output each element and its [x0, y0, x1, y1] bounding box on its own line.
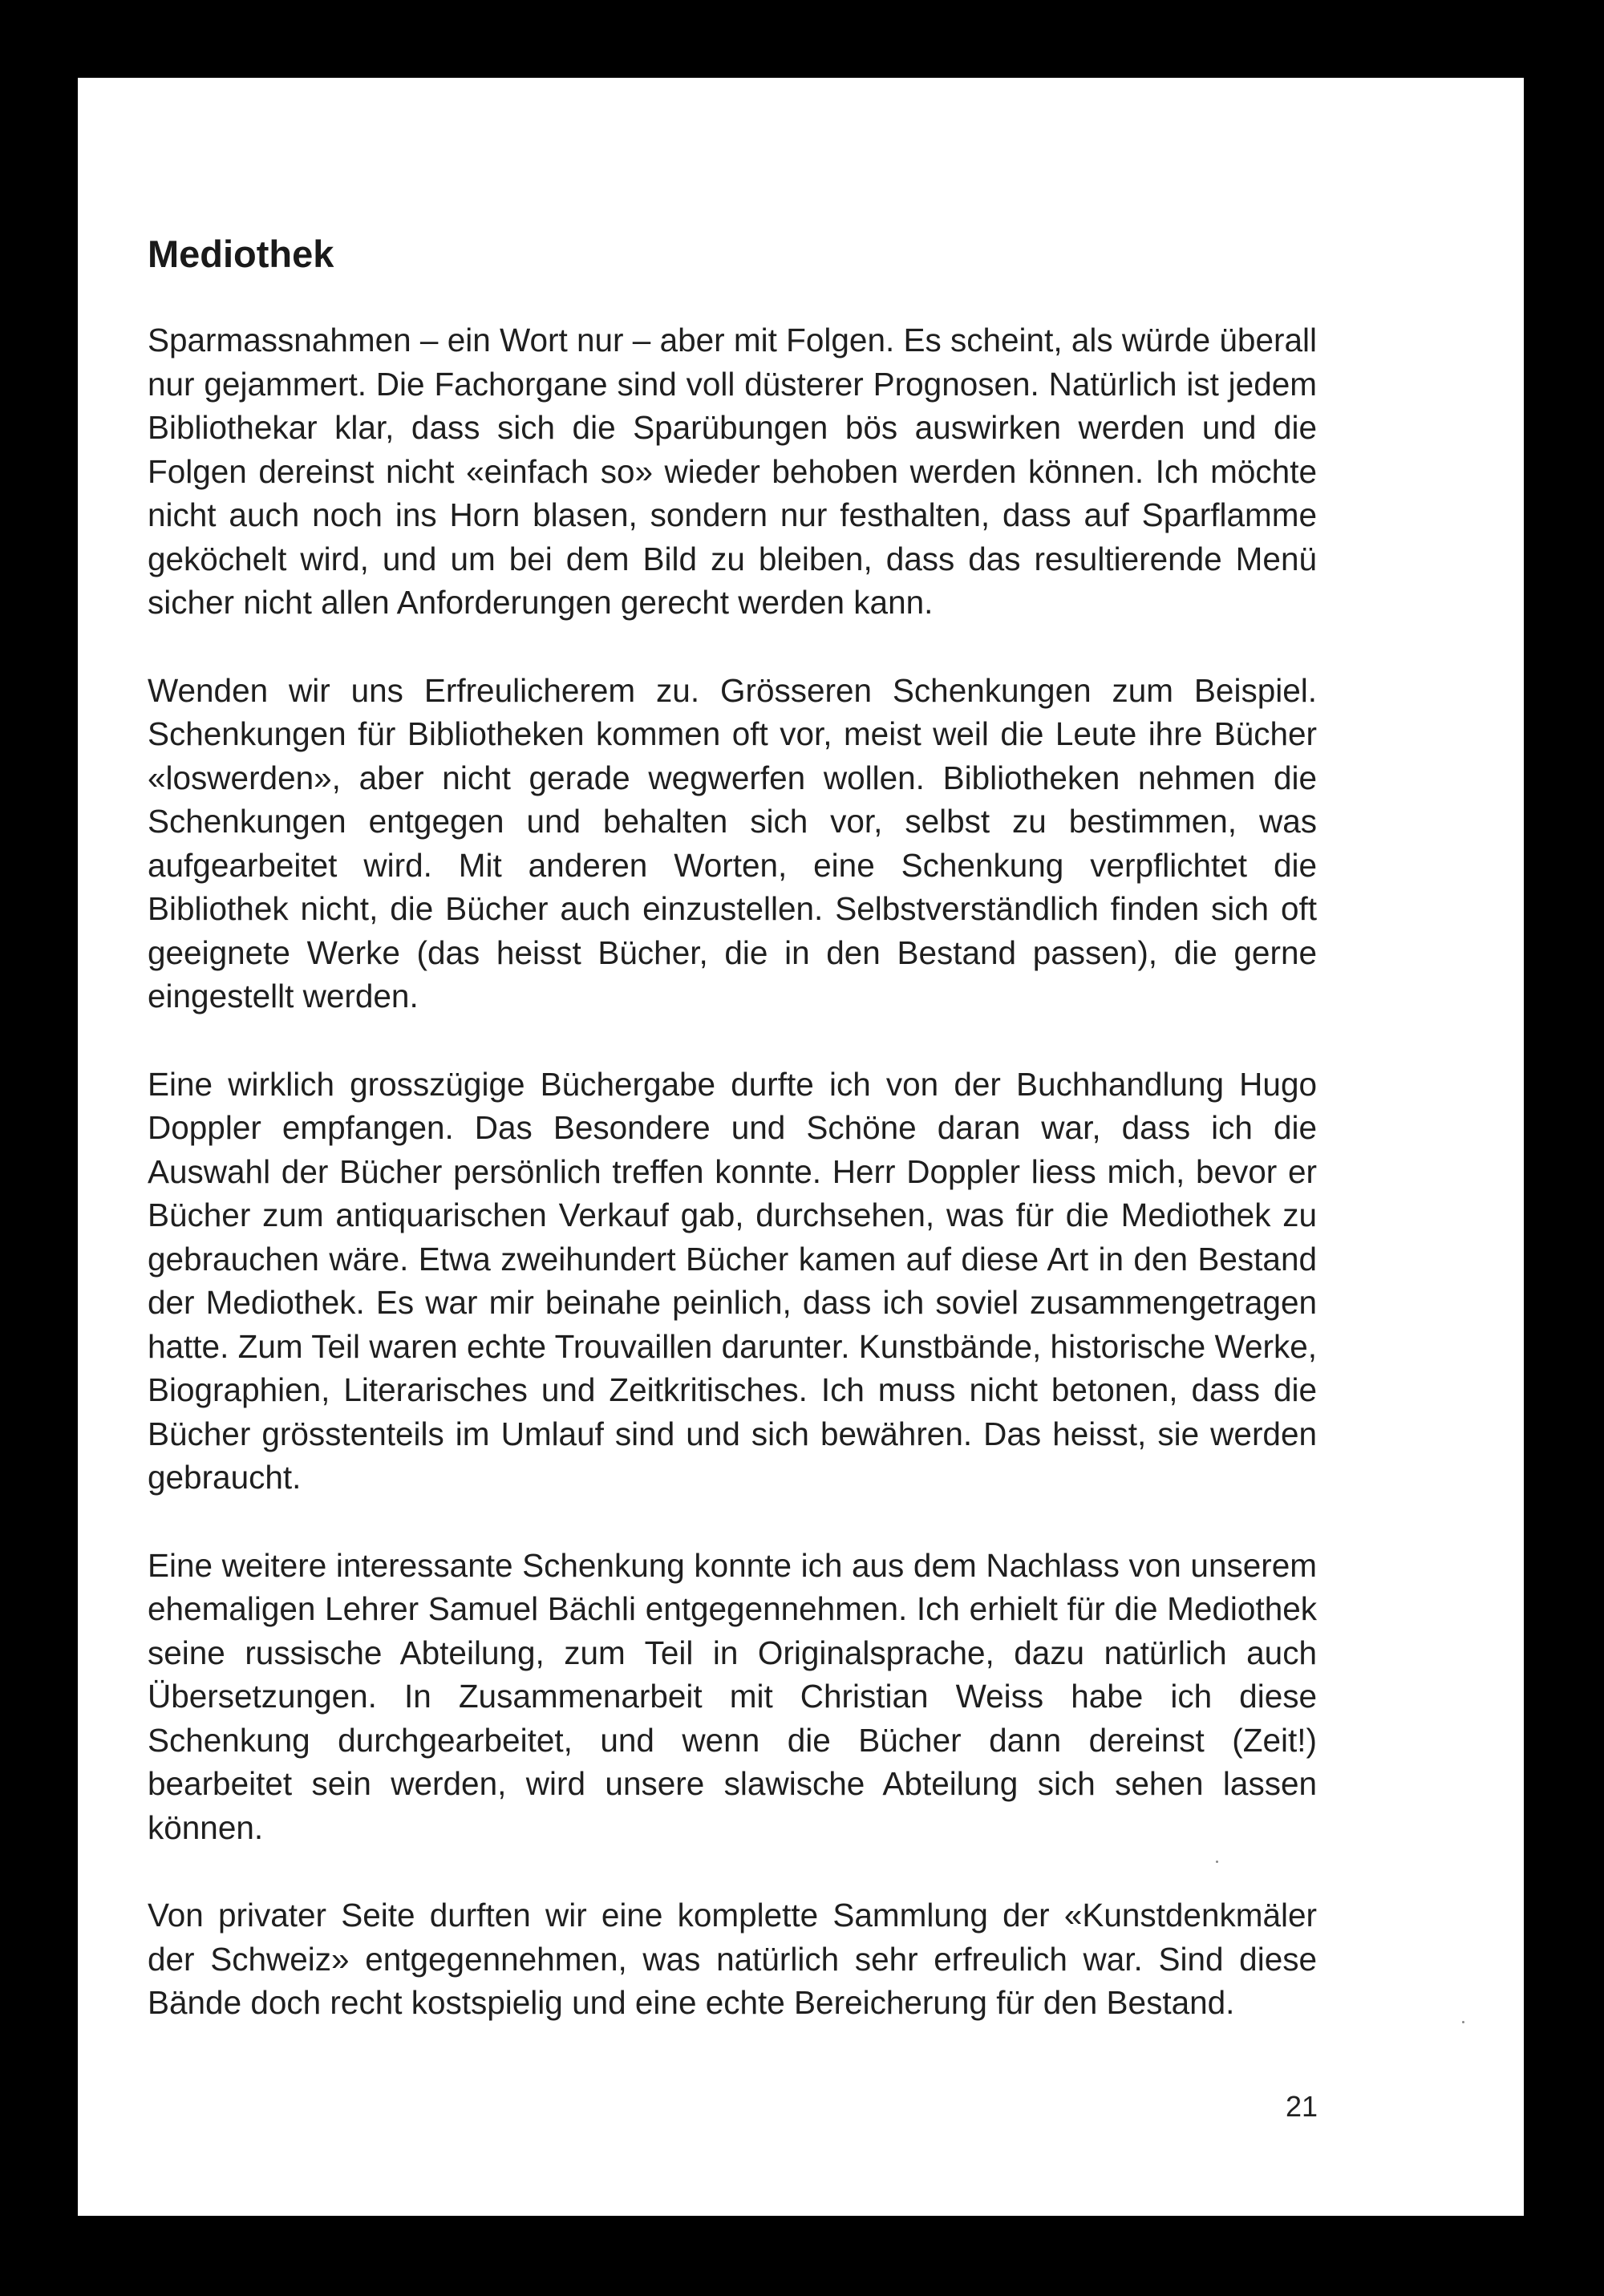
paragraph-4: Eine weitere interessante Schenkung konnte ich aus dem Nachlass von unserem ehemaligen Lehrer Samuel Bächli entgegennehmen. Ich erhielt für die Mediothek seine russische Abteilung, zum Teil in Originalsprache, dazu natürlich auch Übersetzungen. In Zusammenarbeit mit Christian Weiss habe ich diese Schenkung durchgearbeitet, und wenn die Bücher dann dereinst (Zeit!) bearbeitet sein werden, wird unsere slawische Abteilung sich sehen lassen können. [148, 1546, 1317, 1846]
paragraph-1: Sparmassnahmen – ein Wort nur – aber mit Folgen. Es scheint, als würde überall nur gejammert. Die Fachorgane sind voll düsterer Prognosen. Natürlich ist jedem Bibliothekar klar, dass sich die Sparübungen bös auswirken werden und die Folgen dereinst nicht «einfach so» wieder behoben werden können. Ich möchte nicht auch noch ins Horn blasen, sondern nur festhalten, dass auf Sparflamme geköchelt wird, und um bei dem Bild zu bleiben, dass das resultierende Menü sicher nicht allen Anforderungen gerecht werden kann. [148, 322, 1317, 621]
document-page [78, 78, 1524, 2216]
paragraph-3: Eine wirklich grosszügige Büchergabe durfte ich von der Buchhandlung Hugo Doppler empfangen. Das Besondere und Schöne daran war, dass ich die Auswahl der Bücher persönlich treffen konnte. Herr Doppler liess mich, bevor er Bücher zum antiquarischen Verkauf gab, durchsehen, was für die Mediothek zu gebrauchen wäre. Etwa zweihundert Bücher kamen auf diese Art in den Bestand der Mediothek. Es war mir beinahe peinlich, dass ich soviel zusammengetragen hatte. Zum Teil waren echte Trouvaillen darunter. Kunstbände, historische Werke, Biographien, Literarisches und Zeitkritisches. Ich muss nicht betonen, dass die Bücher grösstenteils im Umlauf sind und sich bewähren. Das heisst, sie werden gebraucht. [148, 1065, 1317, 1496]
scan-speck [1462, 2021, 1464, 2023]
paragraph-2: Wenden wir uns Erfreulicherem zu. Grösseren Schenkungen zum Beispiel. Schenkungen für Bibliotheken kommen oft vor, meist weil die Leute ihre Bücher «loswerden», aber nicht gerade wegwerfen wollen. Bibliotheken nehmen die Schenkungen entgegen und behalten sich vor, selbst zu bestimmen, was aufgearbeitet wird. Mit anderen Worten, eine Schenkung verpflichtet die Bibliothek nicht, die Bücher auch einzustellen. Selbstverständlich finden sich oft geeignete Werke (das heisst Bücher, die in den Bestand passen), die gerne eingestellt werden. [148, 671, 1317, 1014]
scan-speck [1216, 1861, 1218, 1863]
page-number: 21 [1285, 2090, 1318, 2123]
paragraph-5: Von privater Seite durften wir eine komplette Sammlung der «Kunstdenkmäler der Schweiz» entgegennehmen, was natürlich sehr erfreulich war. Sind diese Bände doch recht kostspielig und eine echte Bereicherung für den Bestand. [148, 1897, 1317, 2021]
page-title: Mediothek [148, 233, 334, 275]
body-text [148, 318, 1317, 2069]
